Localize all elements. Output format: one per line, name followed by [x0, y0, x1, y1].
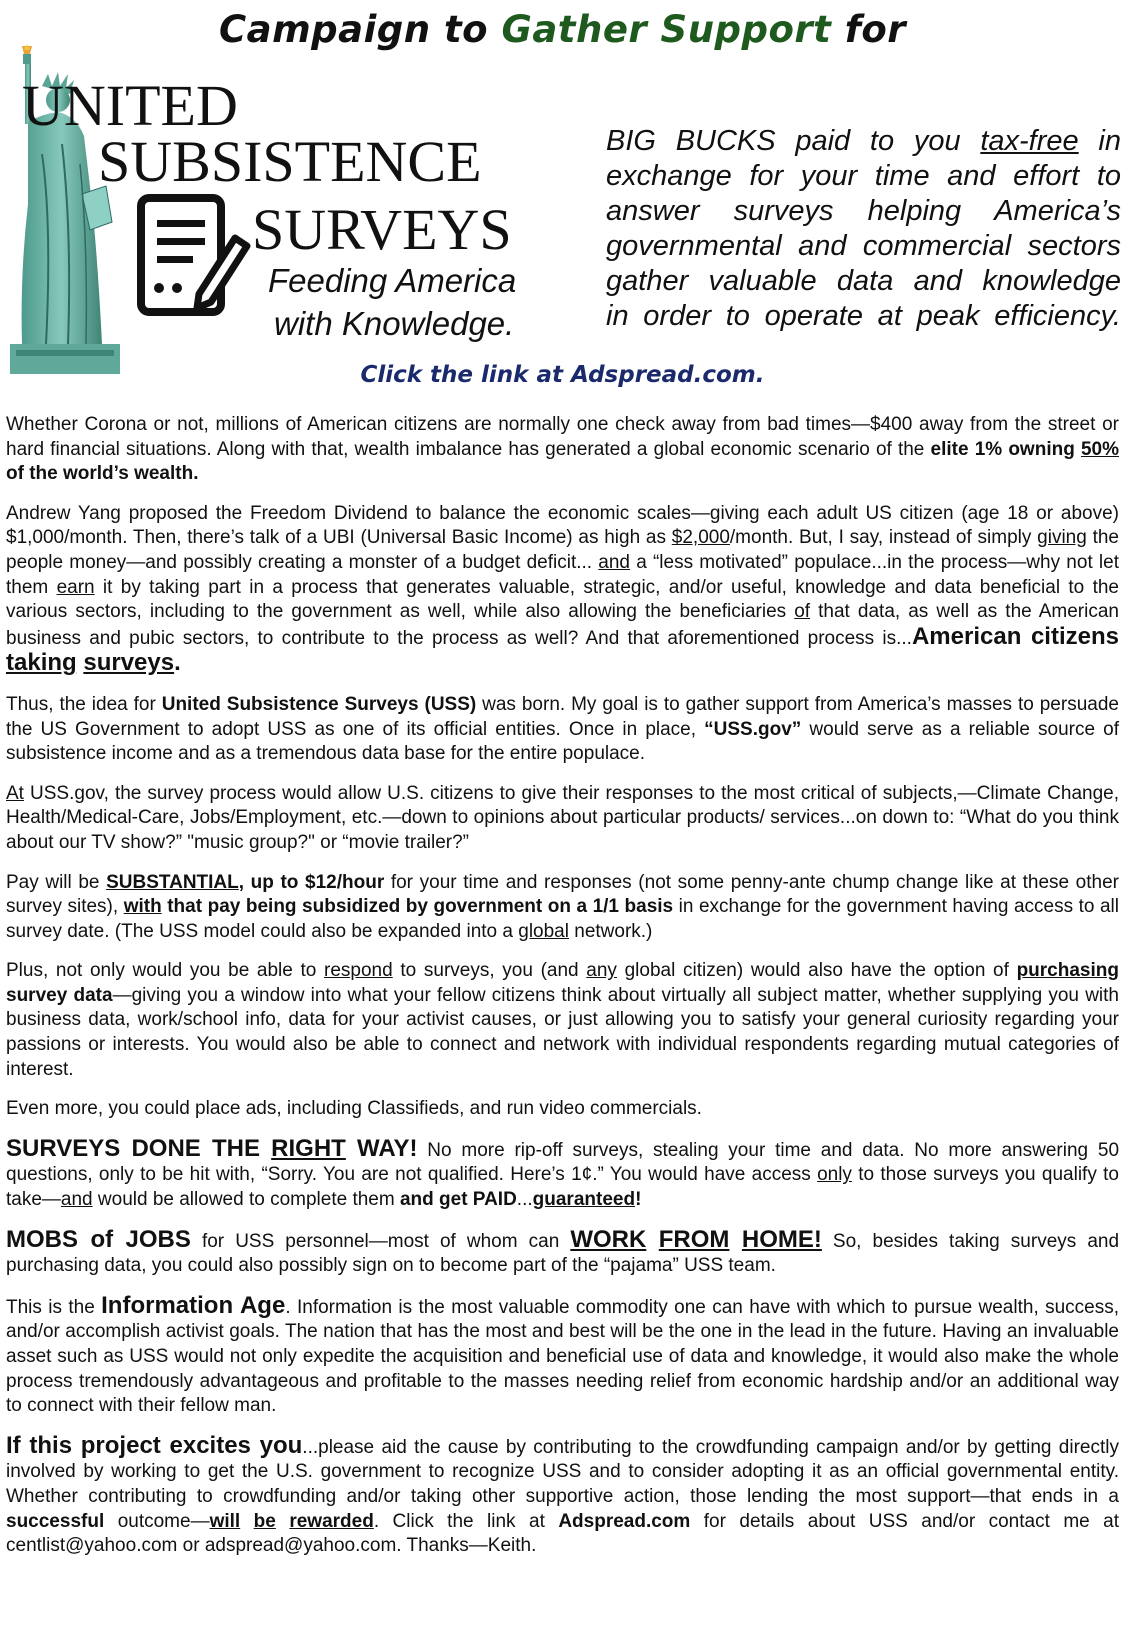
text: would be allowed to complete them [92, 1189, 400, 1211]
text-underline: and [60, 1189, 93, 1211]
text: for your time and responses (not some penny-ante chump change like at these other survey sites), [6, 871, 1119, 918]
text-space [276, 1511, 289, 1532]
paragraph-7: Even more, you could place ads, including Classifieds, and run video commercials. [6, 1098, 702, 1120]
paragraph-5 [6, 871, 1119, 945]
text: it by taking part in a process that generates valuable, strategic, and/or useful, knowledge and data beneficial to the various sectors, including to the government as well, while also allowing the beneficiaries [6, 576, 1119, 623]
heading-home: HOME! [741, 1225, 822, 1253]
pitch-block [606, 124, 1121, 334]
body-text [6, 413, 1119, 1574]
text-bold: ! [635, 1189, 642, 1211]
text: a “less motivated” populace...in the process—why not let them [6, 551, 1119, 598]
text-bold-underline: will [209, 1510, 241, 1532]
title-highlight: Gather Support [501, 8, 832, 51]
heading-project-excites: If this project excites you [6, 1431, 303, 1459]
text: Andrew Yang proposed the Freedom Dividend to balance the economic scales—giving each adult US citizen (age 18 or above) $1,000/month. Then, there’s talk of a UBI (Universal Basic Income) as high as [6, 502, 1119, 549]
text-bold: successful [6, 1510, 105, 1532]
text: So, besides taking surveys and purchasing data, you could also possibly sign on to become part of the “pajama” USS team. [6, 1230, 1120, 1277]
text: ...please aid the cause by contributing to the crowdfunding campaign and/or by getting directly involved by working to get the U.S. government to recognize USS and to consider adopting it as an official governmental entity. Whether contributing to crowdfunding and/or taking other supportive action, those lending the most support—that ends in a [6, 1436, 1119, 1507]
text-bold-underline: SUBSTANTIAL [106, 871, 239, 893]
text-underline: only [817, 1164, 852, 1186]
text-space [646, 1226, 658, 1253]
text-emphasis: . [174, 649, 181, 677]
paragraph-8 [6, 1134, 1120, 1213]
text: . Click the link at [373, 1510, 559, 1532]
text: the people money—and possibly creating a monster of a budget deficit... [6, 527, 1119, 573]
page-title [0, 8, 1125, 51]
text-bold-underline: guaranteed [532, 1189, 636, 1211]
survey-clipboard-icon [135, 192, 255, 320]
text: was born. My goal is to gather support from America’s masses to persuade the US Government to adopt USS as one of its official entities. Once in place, [6, 693, 1119, 740]
heading-surveys: SURVEYS DONE THE [6, 1134, 272, 1162]
text-bold-underline: purchasing [1016, 960, 1119, 982]
text: that data, as well as the American business and pubic sectors, to contribute to the process as well? And that aforementioned process is... [6, 601, 1119, 649]
paragraph-2 [6, 502, 1119, 678]
heading-way: WAY! [345, 1134, 418, 1162]
heading-work: WORK [570, 1225, 647, 1253]
paragraph-9 [6, 1225, 1120, 1279]
text-bold: elite 1% owning [930, 438, 1081, 460]
text-bold-underline: with [123, 896, 162, 918]
text-bold: and get PAID [399, 1189, 517, 1211]
text-underline: earn [56, 576, 95, 598]
heading-mobs-of-jobs: MOBS of JOBS [6, 1225, 191, 1253]
pitch-text: BIG BUCKS paid to you [606, 125, 981, 157]
paragraph-10 [6, 1291, 1119, 1419]
pitch-line-5: gather valuable data and knowledge [606, 265, 1121, 297]
text: —giving you a window into what your fellow citizens think about virtually all subject matter, whether supplying you with business data, work/school info, data for your activist causes, or just allowing you to satisfy your general curiosity regarding your passions or interests. You would also be able to connect and network with individual respondents regarding mutual categories of interest. [6, 984, 1119, 1080]
text: for details about USS and/or contact me at centlist@yahoo.com or adspread@yahoo.com. Thanks—Keith. [6, 1510, 1120, 1557]
text-underline: At [6, 782, 24, 804]
text-bold: “USS.gov” [704, 718, 802, 740]
pitch-line-2: exchange for your time and effort to [606, 160, 1121, 192]
paragraph-4 [6, 782, 1119, 856]
text-space [240, 1511, 253, 1532]
text-bold-underline: be [253, 1510, 276, 1532]
text: for USS personnel—most of whom can [190, 1230, 571, 1252]
heading-from: FROM [658, 1225, 730, 1253]
text: to surveys, you (and [392, 960, 587, 982]
logo-tagline-2: with Knowledge. [274, 305, 515, 342]
text: Plus, not only would you be able to [6, 960, 325, 982]
title-text: Campaign to [218, 8, 502, 51]
logo-line-subsistence: SUBSISTENCE [98, 129, 482, 194]
text-bold: survey data [6, 984, 113, 1006]
pitch-taxfree: tax-free [980, 125, 1079, 157]
text-underline: respond [324, 960, 393, 982]
text: Thus, the idea for [6, 693, 162, 715]
text: Pay will be [6, 871, 107, 893]
heading-information-age: Information Age [101, 1291, 286, 1319]
logo-tagline-1: Feeding America [268, 262, 517, 299]
text: No more rip-off surveys, stealing your time and data. No more answering 50 questions, only to be hit with, “Sorry. You are not qualified. Here’s 1¢.” You would have access [6, 1139, 1120, 1186]
pitch-line-1 [606, 124, 1121, 159]
text-underline: global [518, 920, 569, 942]
text-underline: any [586, 960, 617, 982]
text-emphasis: American citizens [911, 622, 1119, 650]
text-bold: of the world’s wealth. [6, 463, 199, 485]
text-underline: and [598, 551, 630, 573]
text: global citizen) would also have the option of [616, 960, 1017, 982]
logo-line-surveys: SURVEYS [252, 197, 512, 262]
paragraph-3 [6, 693, 1119, 767]
paragraph-11 [6, 1431, 1120, 1559]
pitch-line-3: answer surveys helping America’s [606, 195, 1121, 227]
text: to those surveys you qualify to take— [6, 1164, 1119, 1211]
paragraph-6 [6, 959, 1119, 1082]
text: in exchange for the government having access to all survey date. (The USS model could also be expanded into a [6, 896, 1119, 942]
text: network.) [568, 920, 653, 942]
adspread-link[interactable]: Adspread.com [558, 1510, 691, 1532]
logo-line-united: UNITED [22, 73, 238, 138]
text-emphasis-underline: surveys [83, 649, 175, 677]
paragraph-1 [6, 413, 1119, 487]
text-bold: United Subsistence Surveys (USS) [161, 693, 477, 715]
text: would serve as a reliable source of subsistence income and as a tremendous data base for the entire populace. [6, 718, 1120, 765]
text-bold: , up to $12/hour [238, 871, 385, 893]
text-bold-underline: 50% [1080, 438, 1119, 460]
text: outcome— [104, 1510, 210, 1532]
text-bold-underline: rewarded [289, 1510, 374, 1532]
text: This is the [6, 1296, 102, 1318]
text: USS.gov, the survey process would allow U.S. citizens to give their responses to the most critical of subjects,—Climate Change, Health/Medical-Care, Jobs/Employment, etc.—down to opinions about particular products/ services...on down to: “What do you think about our TV show?” "music group?" or “movie trailer?” [6, 782, 1119, 853]
text: Whether Corona or not, millions of American citizens are normally one check away from bad times—$400 away from the street or hard financial situations. Along with that, wealth imbalance has generated a global economic scenario of the [6, 414, 1119, 460]
cta-link[interactable]: Click the link at Adspread.com. [360, 362, 765, 388]
text: . Information is the most valuable commodity one can have with which to pursue wealth, success, and/or accomplish activist goals. The nation that has the most and best will be the one in the lead in the future. Having an invaluable asset such as USS would not only expedite the acquisition and beneficial use of data and knowledge, it would also make the whole process tremendously advantageous and profitable to the masses needing relief from economic hardship and/or an additional way to connect with their fellow man. [6, 1296, 1119, 1417]
pitch-line-6: in order to operate at peak efficiency. [606, 300, 1121, 332]
text: /month. But, I say, instead of simply [729, 527, 1038, 549]
pitch-line-4: governmental and commercial sectors [606, 230, 1121, 262]
text-emphasis-underline: taking [6, 649, 77, 677]
pitch-text: in [1078, 125, 1121, 157]
text-underline: giving [1037, 527, 1087, 549]
heading-right: RIGHT [271, 1134, 346, 1162]
text: ... [516, 1189, 533, 1211]
text-bold: that pay being subsidized by government on a 1/1 basis [161, 896, 674, 918]
text-underline: $2,000 [671, 527, 730, 549]
text-space [729, 1226, 741, 1253]
title-text-end: for [831, 8, 907, 51]
text-underline: of [794, 601, 811, 623]
